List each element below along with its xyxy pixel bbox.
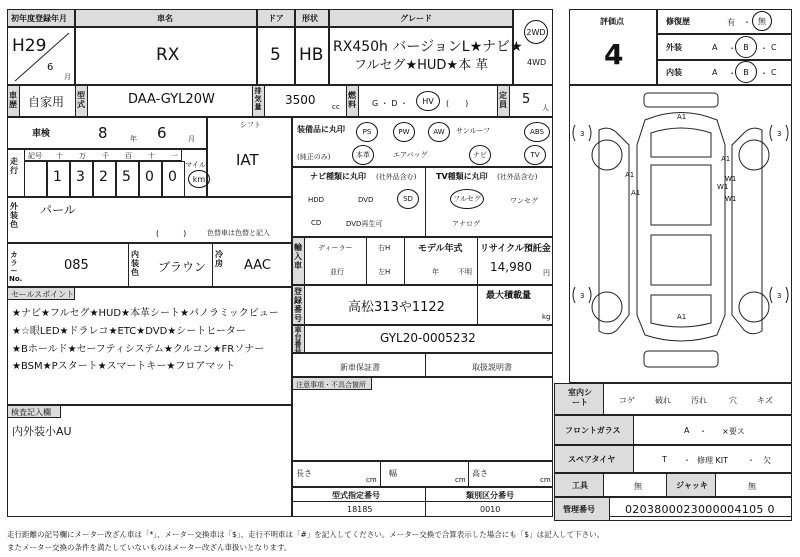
score-value: 4 xyxy=(604,38,624,71)
registration-value: 高松313や1122 xyxy=(348,300,445,315)
equipment-item-circled: PS xyxy=(356,122,378,142)
divider xyxy=(380,461,381,487)
repair-label: 修復歴 xyxy=(666,17,690,26)
jack-value: 無 xyxy=(748,482,756,491)
interior-dot2: ・ xyxy=(760,69,768,78)
mark-a1-rear: A1 xyxy=(677,313,687,321)
mile-unit: マイル xyxy=(185,161,206,169)
fuel-hv-circled: HV xyxy=(416,91,440,111)
mark-a1-left: A1 xyxy=(625,171,635,179)
capacity-unit: 人 xyxy=(542,104,549,112)
equipment-item-circled: AW xyxy=(428,122,450,142)
windshield-dot: ・ xyxy=(699,427,707,436)
spare-tire-dot1: ・ xyxy=(683,456,691,465)
windshield-a: A xyxy=(684,426,690,435)
navi-label: ナビ種類に丸印 xyxy=(310,172,366,181)
spare-tire-t: T xyxy=(662,455,667,464)
score-label: 評価点 xyxy=(600,17,624,26)
import-parallel: 並行 xyxy=(330,268,344,276)
seat-option-tear: 破れ xyxy=(655,396,671,405)
windshield-replace: ×要ス xyxy=(722,427,745,436)
sales-point-line2: ★☆眼LED★ドラレコ★ETC★DVD★シートヒーター xyxy=(12,326,246,337)
recycle-yen: 円 xyxy=(543,269,550,277)
divider xyxy=(468,461,469,487)
mark-a1-front: A1 xyxy=(677,113,687,121)
sales-point-label: セールスポイント xyxy=(11,290,75,299)
door-label: ドア xyxy=(268,14,284,23)
divider xyxy=(477,237,478,285)
mileage-digit-header: 万 xyxy=(79,152,86,160)
divider xyxy=(425,487,426,517)
dims-row xyxy=(292,461,553,487)
max-load-label: 最大積載量 xyxy=(486,291,532,301)
cc-unit: cc xyxy=(332,103,340,111)
sales-point-line1: ★ナビ★フルセグ★HUD★本革シート★パノラミックビュー xyxy=(12,308,279,319)
navi-dvd: DVD xyxy=(358,196,374,204)
tv-analog: アナログ xyxy=(452,220,480,228)
mileage-digit-header: 十 xyxy=(148,152,155,160)
registration-label: 登録番号 xyxy=(294,287,302,323)
interior-b-circled: B xyxy=(735,61,757,83)
inspection-label: 車検 xyxy=(32,129,51,139)
class-number-value: 0010 xyxy=(480,505,501,514)
row2-frame xyxy=(7,85,553,117)
seat-option-dirt: 汚れ xyxy=(691,396,707,405)
interior-label: 内装 xyxy=(666,68,682,77)
import-left: 左H xyxy=(378,268,391,276)
inspector-label: 検査記入欄 xyxy=(11,408,51,417)
interior-color-label: 内装色 xyxy=(131,250,139,277)
exterior-a: A xyxy=(712,43,718,52)
mileage-digit-header: 記号 xyxy=(28,152,42,160)
mileage-digit: 5 xyxy=(122,169,131,185)
tools-value: 無 xyxy=(634,482,642,491)
tools-label: 工具 xyxy=(572,481,588,490)
dims-length-cm: cm xyxy=(366,476,377,484)
windshield-label: フロントガラス xyxy=(565,426,621,435)
color-no-label: カラーNo. xyxy=(9,251,23,283)
grade-line2: フルセグ★HUD★本 革 xyxy=(354,58,489,73)
fuel-label: 燃料 xyxy=(348,91,356,109)
divider xyxy=(366,237,367,285)
grade-line1: RX450h バージョンL★ナビ★ xyxy=(333,39,523,55)
navi-dvd-play: DVD再生可 xyxy=(346,220,383,228)
exterior-c: C xyxy=(771,43,777,52)
grade-label: グレード xyxy=(400,14,432,23)
shift-label: シフト xyxy=(240,121,261,129)
tv-fullseg-circled: フルセグ xyxy=(450,189,484,209)
divider xyxy=(425,167,426,237)
capacity-value: 5 xyxy=(522,92,531,107)
footer-line2: またメーター交換の条件を満たしていないものはメーター改ざん車扱いとなります。 xyxy=(7,543,292,552)
exterior-label: 外装 xyxy=(666,43,682,52)
spare-tire-kit: 修理 KIT xyxy=(697,456,729,465)
exterior-dot1: ・ xyxy=(728,44,736,53)
mark-w1-right-mid: W1 xyxy=(725,195,737,203)
mileage-digit-header: 百 xyxy=(125,152,132,160)
divider xyxy=(477,285,478,325)
mileage-digit-header: 十 xyxy=(56,152,63,160)
seat-option-burn: コゲ xyxy=(619,396,635,405)
management-value: 0203800023000004105 0 xyxy=(625,503,775,516)
mileage-digit: 0 xyxy=(168,169,177,185)
divider xyxy=(292,501,553,502)
bracket-bl: 3 xyxy=(580,292,585,300)
drive-2wd-circled: 2WD xyxy=(524,20,548,44)
shift-value: IAT xyxy=(236,151,259,169)
spare-tire-missing: 欠 xyxy=(763,456,771,465)
mileage-digit: 2 xyxy=(99,169,108,185)
navi-sd-circled: SD xyxy=(397,189,419,209)
drive-4wd: 4WD xyxy=(527,58,547,67)
inspection-year: 8 xyxy=(98,124,108,142)
divider xyxy=(128,243,129,287)
model-year-label: モデル年式 xyxy=(418,244,463,254)
car-name-label: 車名 xyxy=(157,14,173,23)
car-name-value: RX xyxy=(156,45,180,65)
first-reg-year: H29 xyxy=(12,36,47,56)
seat-option-hole: 穴 xyxy=(729,396,737,405)
bracket-tl: 3 xyxy=(580,130,585,138)
spare-tire-label: スペアタイヤ xyxy=(568,455,616,464)
door-value: 5 xyxy=(270,45,281,65)
mark-w1-right-inner: W1 xyxy=(717,183,729,191)
inspection-month: 6 xyxy=(157,124,167,142)
notes-label: 注意事項・不具合箇所 xyxy=(296,381,366,389)
model-value: DAA-GYL20W xyxy=(128,92,215,107)
import-right: 右H xyxy=(378,244,391,252)
equipment-item-circled: PW xyxy=(393,122,415,142)
interior-seat-label: 室内シート xyxy=(568,388,592,407)
tv-sub: (社外品含む) xyxy=(497,173,538,181)
color-value: パール xyxy=(40,203,76,217)
mileage-label: 走行 xyxy=(10,157,18,175)
navi-cd: CD xyxy=(311,219,322,227)
equipment-sublabel: (純正のみ) xyxy=(297,153,331,161)
ac-value: AAC xyxy=(244,258,271,273)
exterior-dot2: ・ xyxy=(760,44,768,53)
mileage-digit: 1 xyxy=(53,169,62,185)
sales-point-line3: ★Bホールド★セーフティシステム★クルコン★FRソナー xyxy=(12,344,265,355)
class-number-label: 類別区分番号 xyxy=(466,491,514,500)
chassis-value: GYL20-0005232 xyxy=(380,331,476,345)
equipment-item: サンルーフ xyxy=(456,127,491,135)
mark-a1-left-mid: A1 xyxy=(631,189,641,197)
first-reg-label: 初年度登録年月 xyxy=(11,14,67,23)
color-paren: ( ) xyxy=(156,229,187,238)
type-designation-value: 18185 xyxy=(347,505,373,514)
color-no-value: 085 xyxy=(64,258,89,273)
inspection-month-unit: 月 xyxy=(188,135,195,143)
spare-tire-dot2: ・ xyxy=(747,456,755,465)
mark-w1-right: W1 xyxy=(725,175,737,183)
max-load-kg: kg xyxy=(542,313,551,321)
divider xyxy=(425,353,426,377)
sales-point-line4: ★BSM★Pスタート★スマートキー★フロアマット xyxy=(12,361,235,372)
equipment-item-circled: 本革 xyxy=(352,145,374,165)
dims-width: 幅 xyxy=(389,469,397,478)
interior-a: A xyxy=(712,68,718,77)
dims-width-cm: cm xyxy=(455,476,466,484)
mileage-digit: 3 xyxy=(76,169,85,185)
tv-label: TV種類に丸印 xyxy=(436,172,488,181)
exterior-b-circled: B xyxy=(735,36,757,58)
seat-option-scratch: キズ xyxy=(757,396,773,405)
mileage-digit: 0 xyxy=(145,169,154,185)
equipment-item-circled: ナビ xyxy=(469,145,491,165)
divider xyxy=(212,243,213,287)
mileage-digit-header: 一 xyxy=(171,152,178,160)
shape-value: HB xyxy=(299,45,324,65)
repair-option-dot: ・ xyxy=(743,18,751,27)
car-diagram xyxy=(569,85,792,383)
first-reg-month-unit: 月 xyxy=(64,73,71,81)
navi-sub: (社外品含む) xyxy=(376,173,417,181)
tv-oneseg: ワンセグ xyxy=(510,197,538,205)
warranty-row xyxy=(292,353,553,377)
model-year-unit: 年 xyxy=(432,268,439,276)
fuel-options: G ・ D ・ xyxy=(372,99,408,108)
divider xyxy=(404,237,405,285)
model-label: 型式 xyxy=(77,91,85,109)
repair-none-circled: 無 xyxy=(752,11,772,31)
equipment-item-circled: ABS xyxy=(524,122,550,142)
footer-line1: 走行距離の記号欄にメーター改ざん車は「*」、メーター交換車は「$」、走行不明車は「#」を記入してください。メーター交換で合算表示した場合にも「$」は記入して下さい。 xyxy=(7,530,605,539)
inspector-value: 内外装小AU xyxy=(12,425,72,438)
inspector-cell xyxy=(7,405,292,517)
use-value: 自家用 xyxy=(28,95,65,109)
mark-a1-right-top: A1 xyxy=(721,155,731,163)
new-car-warranty: 新車保証書 xyxy=(340,363,380,372)
displacement-value: 3500 xyxy=(285,93,316,107)
type-designation-label: 型式指定番号 xyxy=(332,491,380,500)
management-label: 管理番号 xyxy=(563,505,595,514)
import-dealer: ディーラー xyxy=(318,244,353,252)
repair-option-yes: 有 xyxy=(727,18,735,27)
import-label: 輸入車 xyxy=(294,243,302,270)
interior-dot1: ・ xyxy=(728,69,736,78)
manual-label: 取扱説明書 xyxy=(472,363,512,372)
capacity-label: 定員 xyxy=(499,91,507,109)
equipment-label: 装備品に丸印 xyxy=(297,125,345,134)
equipment-item-circled: TV xyxy=(524,145,546,165)
interior-color-value: ブラウン xyxy=(158,260,207,274)
dims-length: 長さ xyxy=(296,469,312,478)
use-label: 車歴 xyxy=(9,91,17,109)
ac-label: 冷房 xyxy=(215,250,223,268)
navi-hdd: HDD xyxy=(308,196,325,204)
shape-label: 形状 xyxy=(302,14,318,23)
interior-c: C xyxy=(771,68,777,77)
km-unit-circled: km xyxy=(188,170,210,188)
jack-label: ジャッキ xyxy=(676,481,708,490)
chassis-label: 車台番号 xyxy=(294,326,302,355)
recycle-label: リサイクル預託金 xyxy=(480,244,551,254)
model-year-unknown: 不明 xyxy=(458,268,472,276)
fuel-paren: ( ) xyxy=(446,99,469,108)
displacement-label: 排気量 xyxy=(254,87,262,111)
bracket-tr: 3 xyxy=(777,130,782,138)
dims-height-cm: cm xyxy=(540,476,551,484)
recycle-value: 14,980 xyxy=(490,260,532,274)
mileage-digit-header: 千 xyxy=(102,152,109,160)
color-note: 色替車は色替と記入 xyxy=(207,229,270,237)
bracket-br: 3 xyxy=(777,292,782,300)
dims-height: 高さ xyxy=(472,469,488,478)
first-reg-month: 6 xyxy=(47,62,54,73)
mileage-digit-cell xyxy=(24,161,47,197)
color-label: 外装色 xyxy=(10,202,18,229)
equipment-item: エアバッグ xyxy=(393,151,428,159)
inspection-year-unit: 年 xyxy=(130,135,137,143)
